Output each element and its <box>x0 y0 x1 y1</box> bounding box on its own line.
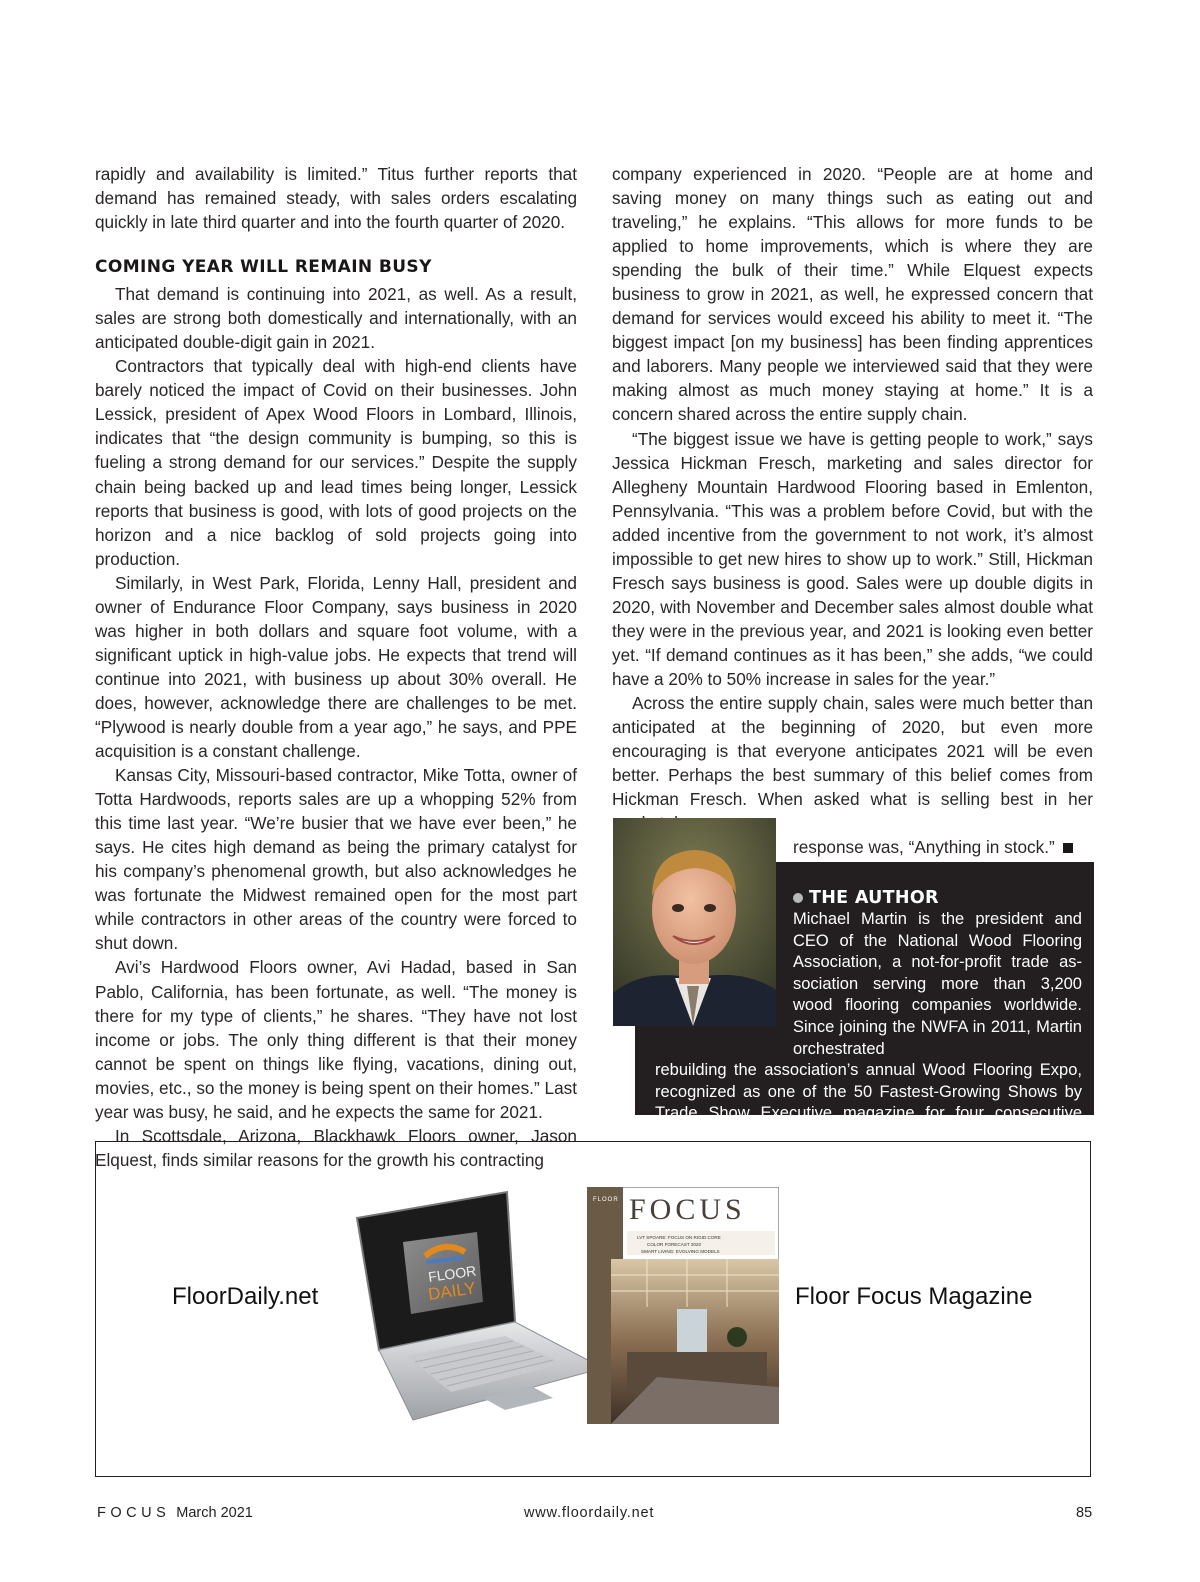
paragraph: company experienced in 2020. “People are at home and saving money on many things such as eating out and traveling,” he explains. “This allows for more funds to be applied to home improvements, which is where they are spending the bulk of their time.” While Elquest expects business to grow in 2021, as well, he expressed concern that demand for services would exceed his ability to meet it. “The biggest impact [on my business] has been finding apprentices and laborers. Many people we interviewed said that they were making almost as much money staying at home.” It is a concern shared across the entire supply chain. <box>612 164 1093 425</box>
paragraph: Contractors that typically deal with high-end clients have barely noticed the impact of Covid on their businesses. John Lessick, president of Apex Wood Floors in Lombard, Illinois, indicates that “the design community is bumping, so this is fueling a strong demand for our services.” Despite the supply chain being backed up and lead times being longer, Lessick reports that business is good, with lots of good projects on the horizon and a nice backlog of sold projects going into production. <box>95 356 577 569</box>
footer-publication <box>97 1505 253 1521</box>
author-title: THE AUTHOR <box>809 888 939 908</box>
paragraph: Kansas City, Missouri-based contractor, Mike Totta, owner of Totta Hardwoods, reports sales are up a whopping 52% from this time last year. “We’re busier that we have ever been,” he says. He cites high demand as being the primary catalyst for his company’s phenomenal growth, but also acknowledges he was fortunate the Midwest remained open for the most part while contractors in other areas of the country were forced to shut down. <box>95 765 577 954</box>
laptop-logo-floor: FLOOR <box>427 1262 478 1285</box>
paragraph: In Scottsdale, Arizona, Blackhawk Floors owner, Jason Elquest, finds similar reasons for the growth his contracting <box>95 1125 577 1170</box>
floor-focus-magazine-link[interactable]: Floor Focus Magazine <box>795 1283 1033 1310</box>
paragraph: rapidly and availability is limited.” Titus further reports that demand has remained steady, with sales orders escalating quickly in late third quarter and into the fourth quarter of 2020. <box>95 164 577 233</box>
footer-url[interactable]: www.floordaily.net <box>524 1505 655 1521</box>
paragraph: Across the entire supply chain, sales were much better than anticipated at the beginning of 2020, but even more encouraging is that everyone anticipates 2021 will be even better. Perhaps the best summary of this belief comes from Hickman Fresch. When asked what is selling best in her <box>612 693 1093 810</box>
author-bio-bottom: rebuilding the association’s annual Wood Flooring Expo, recognized as one of the 50 Fastest-Growing Shows by Trade Show Executive magazine for four consecutive years. <box>655 1061 1082 1144</box>
footer-issue: March 2021 <box>176 1505 253 1521</box>
author-heading <box>793 887 1082 909</box>
paragraph-end: response was, “Anything in stock.” <box>793 837 1055 858</box>
mag-masthead: FOCUS <box>629 1193 746 1226</box>
section-heading: COMING YEAR WILL REMAIN BUSY <box>95 257 432 278</box>
floordaily-link[interactable]: FloorDaily.net <box>172 1283 319 1310</box>
paragraph: That demand is continuing into 2021, as well. As a result, sales are strong both domestically and internationally, with an anticipated double-digit gain in 2021. <box>95 284 577 353</box>
page-number: 85 <box>1076 1505 1093 1521</box>
author-bio-top: Michael Martin is the president and CEO of the National Wood Flooring Association, a not-for-profit trade as- sociation serving more than 3,200 wood flooring companies worldwide. Since joining the NWFA in 2011, Martin orchestrated <box>793 910 1082 1058</box>
end-mark-icon <box>1063 843 1073 853</box>
laptop-image[interactable] <box>355 1190 605 1422</box>
mag-cover-line: COLOR FORECAST 2020 <box>647 1242 702 1247</box>
paragraph: Similarly, in West Park, Florida, Lenny Hall, president and owner of Endurance Floor Company, says business in 2020 was higher in both dollars and square foot volume, with a significant uptick in high-value jobs. He expects that trend will continue into 2021, with business up about 30% overall. He does, however, acknowledge there are challenges to be met. “Plywood is nearly double from a year ago,” he says, and PPE acquisition is a constant challenge. <box>95 572 577 762</box>
mag-cover-line: SMART LIVING: EVOLVING MODELS <box>641 1249 720 1254</box>
paragraph: “The biggest issue we have is getting people to work,” says Jessica Hickman Fresch, marketing and sales director for Allegheny Mountain Hardwood Flooring based in Emlenton, Pennsylvania. “This was a problem before Covid, but with the added incentive from the government to not work, it’s almost impossible to get new hires to show up to work.” Still, Hickman Fresch says business is good. Sales were up double digits in 2020, with November and December sales almost double what they were in the previous year, and 2021 is looking even better yet. “If demand continues as it has been,” she adds, “we could have a 20% to 50% increase in sales for the year.” <box>612 428 1093 689</box>
paragraph: Avi’s Hardwood Floors owner, Avi Hadad, based in San Pablo, California, has been fortunate, as well. “The money is there for my type of clients,” he shares. “They have not lost income or jobs. The only thing different is that their money cannot be spent on things like flying, vacations, dining out, movies, etc., so the money is being spent on their homes.” Last year was busy, he said, and he expects the same for 2021. <box>95 957 577 1122</box>
mag-side-label: FLOOR <box>593 1197 619 1203</box>
laptop-logo-daily: DAILY <box>426 1278 477 1304</box>
footer-pub-name: FOCUS <box>97 1505 171 1521</box>
magazine-cover-image[interactable] <box>587 1187 779 1424</box>
article-left-column <box>95 162 577 1172</box>
article-right-column <box>612 162 1093 859</box>
bullet-dot-icon <box>793 893 803 903</box>
author-bio <box>655 887 1082 1147</box>
mag-cover-line: LVT SPOARE: FOCUS ON RIGID CORE <box>637 1235 721 1240</box>
